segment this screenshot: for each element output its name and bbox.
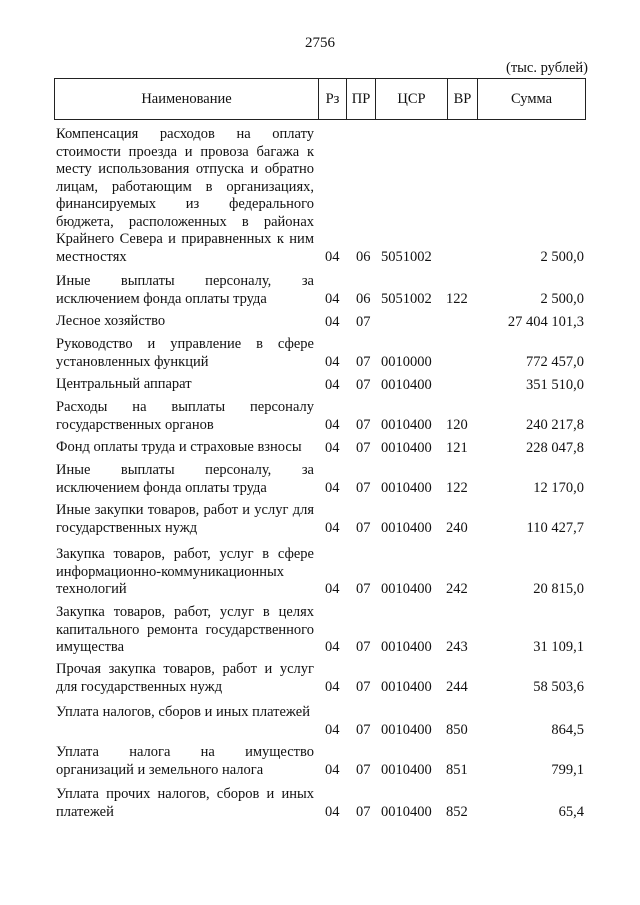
row-csr: 0010000 [381, 353, 432, 370]
header-rz: Рз [319, 79, 347, 119]
row-csr: 0010400 [381, 416, 432, 433]
row-rz: 04 [325, 248, 340, 265]
header-sum: Сумма [510, 91, 553, 107]
row-sum: 351 510,0 [526, 376, 584, 393]
table-row [0, 376, 640, 394]
row-csr: 0010400 [381, 439, 432, 456]
row-pr: 07 [356, 416, 371, 433]
table-row [0, 502, 640, 537]
row-pr: 07 [356, 721, 371, 738]
table-row [0, 439, 640, 457]
row-rz: 04 [325, 416, 340, 433]
row-rz: 04 [325, 519, 340, 536]
row-vr: 120 [446, 416, 468, 433]
row-pr: 07 [356, 638, 371, 655]
row-vr: 243 [446, 638, 468, 655]
table-row [0, 786, 640, 821]
row-rz: 04 [325, 479, 340, 496]
row-csr: 0010400 [381, 761, 432, 778]
table-row [0, 704, 640, 739]
table-row [0, 462, 640, 497]
row-sum: 20 815,0 [533, 580, 584, 597]
row-pr: 07 [356, 376, 371, 393]
row-csr: 0010400 [381, 638, 432, 655]
units-label: (тыс. рублей) [506, 60, 588, 76]
row-name: Центральный аппарат [56, 376, 192, 392]
row-sum: 228 047,8 [526, 439, 584, 456]
row-csr: 5051002 [381, 248, 432, 265]
row-name: Закупка товаров, работ, услуг в сфере информационно-коммуникационных технологий [56, 546, 314, 597]
row-name: Руководство и управление в сфере установленных функций [56, 336, 314, 370]
row-sum: 58 503,6 [533, 678, 584, 695]
row-csr: 0010400 [381, 803, 432, 820]
row-csr: 0010400 [381, 376, 432, 393]
row-pr: 07 [356, 803, 371, 820]
row-rz: 04 [325, 313, 340, 330]
row-name: Иные выплаты персоналу, за исключением фонда оплаты труда [56, 462, 314, 496]
row-rz: 04 [325, 721, 340, 738]
row-vr: 850 [446, 721, 468, 738]
row-pr: 07 [356, 678, 371, 695]
row-rz: 04 [325, 678, 340, 695]
row-vr: 851 [446, 761, 468, 778]
row-pr: 07 [356, 761, 371, 778]
row-rz: 04 [325, 803, 340, 820]
row-csr: 5051002 [381, 290, 432, 307]
row-vr: 122 [446, 290, 468, 307]
row-rz: 04 [325, 761, 340, 778]
row-sum: 799,1 [551, 761, 584, 778]
row-rz: 04 [325, 290, 340, 307]
row-rz: 04 [325, 439, 340, 456]
row-sum: 240 217,8 [526, 416, 584, 433]
row-name: Иные закупки товаров, работ и услуг для государственных нужд [56, 502, 314, 536]
table-row [0, 313, 640, 331]
table-row [0, 604, 640, 656]
row-vr: 121 [446, 439, 468, 456]
header-vr: ВР [448, 79, 478, 119]
table-header [54, 78, 586, 120]
row-pr: 06 [356, 248, 371, 265]
row-csr: 0010400 [381, 678, 432, 695]
row-sum: 2 500,0 [540, 290, 584, 307]
row-rz: 04 [325, 580, 340, 597]
header-pr: ПР [347, 79, 376, 119]
row-sum: 31 109,1 [533, 638, 584, 655]
row-csr: 0010400 [381, 580, 432, 597]
row-name: Расходы на выплаты персоналу государственных органов [56, 399, 314, 433]
row-csr: 0010400 [381, 479, 432, 496]
row-csr: 0010400 [381, 721, 432, 738]
row-vr: 240 [446, 519, 468, 536]
row-pr: 07 [356, 519, 371, 536]
row-name: Лесное хозяйство [56, 313, 166, 329]
row-csr: 0010400 [381, 519, 432, 536]
row-rz: 04 [325, 353, 340, 370]
row-rz: 04 [325, 376, 340, 393]
row-sum: 110 427,7 [526, 519, 584, 536]
row-name: Компенсация расходов на оплату стоимости проезда и провоза багажа к месту использования отпуска и обратно лицам, работающим в организациях, финансируемых из федерального бюджета, расположенных в районах Крайнего Севера и приравненных к ним местностях [56, 126, 314, 265]
table-row [0, 273, 640, 308]
row-sum: 864,5 [551, 721, 584, 738]
row-pr: 07 [356, 313, 371, 330]
row-sum: 65,4 [558, 803, 584, 820]
row-name: Иные выплаты персоналу, за исключением фонда оплаты труда [56, 273, 314, 307]
row-name: Уплата налогов, сборов и иных платежей [56, 704, 310, 720]
table-row [0, 336, 640, 371]
table-row [0, 744, 640, 779]
table-row [0, 126, 640, 266]
table-row [0, 546, 640, 598]
row-pr: 06 [356, 290, 371, 307]
row-name: Фонд оплаты труда и страховые взносы [56, 439, 302, 455]
row-sum: 27 404 101,3 [507, 313, 584, 330]
table-row [0, 399, 640, 434]
row-name: Прочая закупка товаров, работ и услуг для государственных нужд [56, 661, 314, 695]
row-sum: 2 500,0 [540, 248, 584, 265]
row-vr: 122 [446, 479, 468, 496]
header-csr: ЦСР [376, 79, 448, 119]
header-name: Наименование [55, 79, 319, 119]
row-pr: 07 [356, 479, 371, 496]
row-vr: 242 [446, 580, 468, 597]
row-rz: 04 [325, 638, 340, 655]
table-row [0, 661, 640, 696]
row-sum: 12 170,0 [533, 479, 584, 496]
row-name: Уплата прочих налогов, сборов и иных платежей [56, 786, 314, 820]
row-vr: 852 [446, 803, 468, 820]
row-sum: 772 457,0 [526, 353, 584, 370]
row-pr: 07 [356, 439, 371, 456]
row-pr: 07 [356, 580, 371, 597]
row-vr: 244 [446, 678, 468, 695]
row-name: Уплата налога на имущество организаций и земельного налога [56, 744, 314, 778]
row-pr: 07 [356, 353, 371, 370]
row-name: Закупка товаров, работ, услуг в целях капитального ремонта государственного имущества [56, 604, 314, 655]
page-number: 2756 [305, 35, 335, 51]
